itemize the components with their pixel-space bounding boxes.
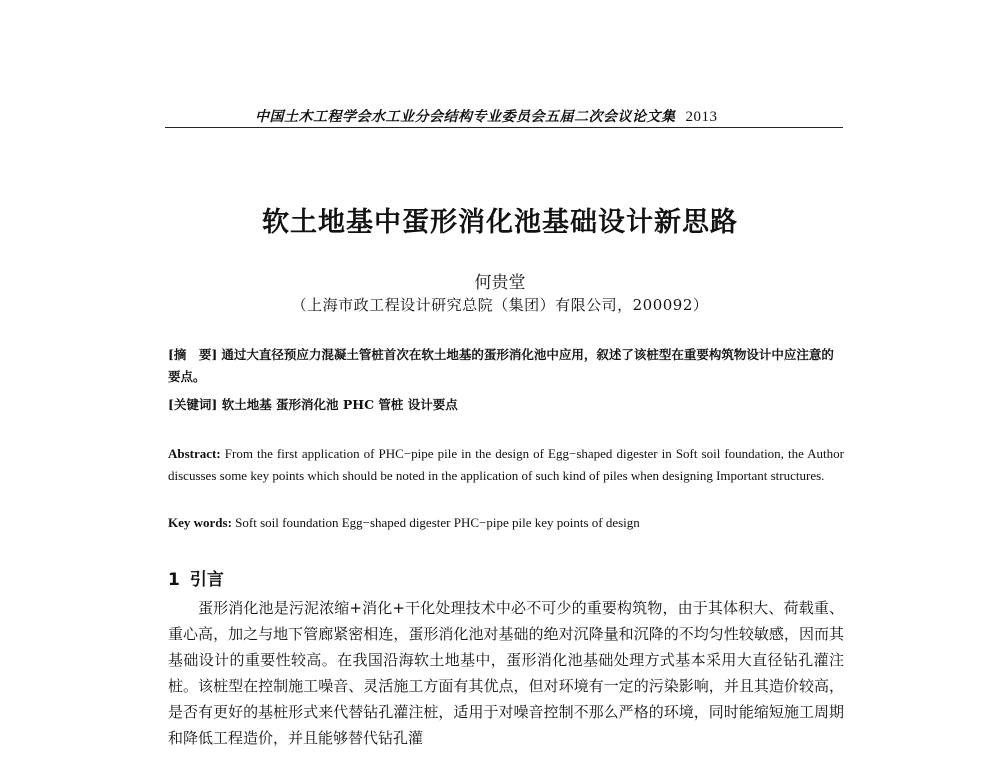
keywords-en (168, 515, 640, 531)
paper-author: 何贵堂 (474, 273, 526, 293)
section-paragraph: 蛋形消化池是污泥浓缩+消化+干化处理技术中必不可少的重要构筑物，由于其体积大、荷载重、重心高，加之与地下管廊紧密相连，蛋形消化池对基础的绝对沉降量和沉降的不均匀性较敏感，因而其基础设计的重要性较高。在我国沿海软土地基中，蛋形消化池基础处理方式基本采用大直径钻孔灌注桩。该桩型在控制施工噪音、灵活施工方面有其优点，但对环境有一定的污染影响，并且其造价较高，是否有更好的基桩形式来代替钻孔灌注桩，适用于对噪音控制不那么严格的环境，同时能缩短施工周期和降低工程造价，并且能够替代钻孔灌 (168, 599, 844, 747)
abstract-en (168, 443, 844, 487)
section-number: 1 (168, 570, 180, 590)
abstract-cn-text: 通过大直径预应力混凝土管桩首次在软土地基的蛋形消化池中应用，叙述了该桩型在重要构筑物设计中应注意的要点。 (168, 347, 834, 384)
running-header-year: 2013 (685, 109, 718, 125)
paper-affiliation: （上海市政工程设计研究总院（集团）有限公司，200092） (291, 296, 709, 314)
paper-title: 软土地基中蛋形消化池基础设计新思路 (262, 207, 738, 238)
keywords-cn (168, 395, 842, 413)
keywords-cn-text: 软土地基 蛋形消化池 PHC 管桩 设计要点 (221, 397, 458, 412)
keywords-cn-label: [关键词] (168, 397, 218, 412)
keywords-en-text: Soft soil foundation Egg−shaped digester PHC−pipe pile key points of design (235, 515, 640, 530)
section-title: 引言 (189, 570, 224, 590)
running-header-title: 中国土木工程学会水工业分会结构专业委员会五届二次会议论文集 (255, 109, 676, 125)
abstract-en-text: From the first application of PHC−pipe pile in the design of Egg−shaped digester in Soft soil foundation, the Author discusses some key points which should be noted in the application of such kind of piles when designing Important structures. (168, 446, 845, 483)
running-header (255, 106, 718, 126)
abstract-cn-label: [摘 要] (168, 347, 218, 362)
abstract-cn (168, 344, 842, 388)
header-rule (165, 127, 843, 128)
keywords-en-label: Key words: (168, 515, 232, 530)
section-heading (168, 565, 224, 590)
abstract-en-label: Abstract: (168, 446, 221, 461)
